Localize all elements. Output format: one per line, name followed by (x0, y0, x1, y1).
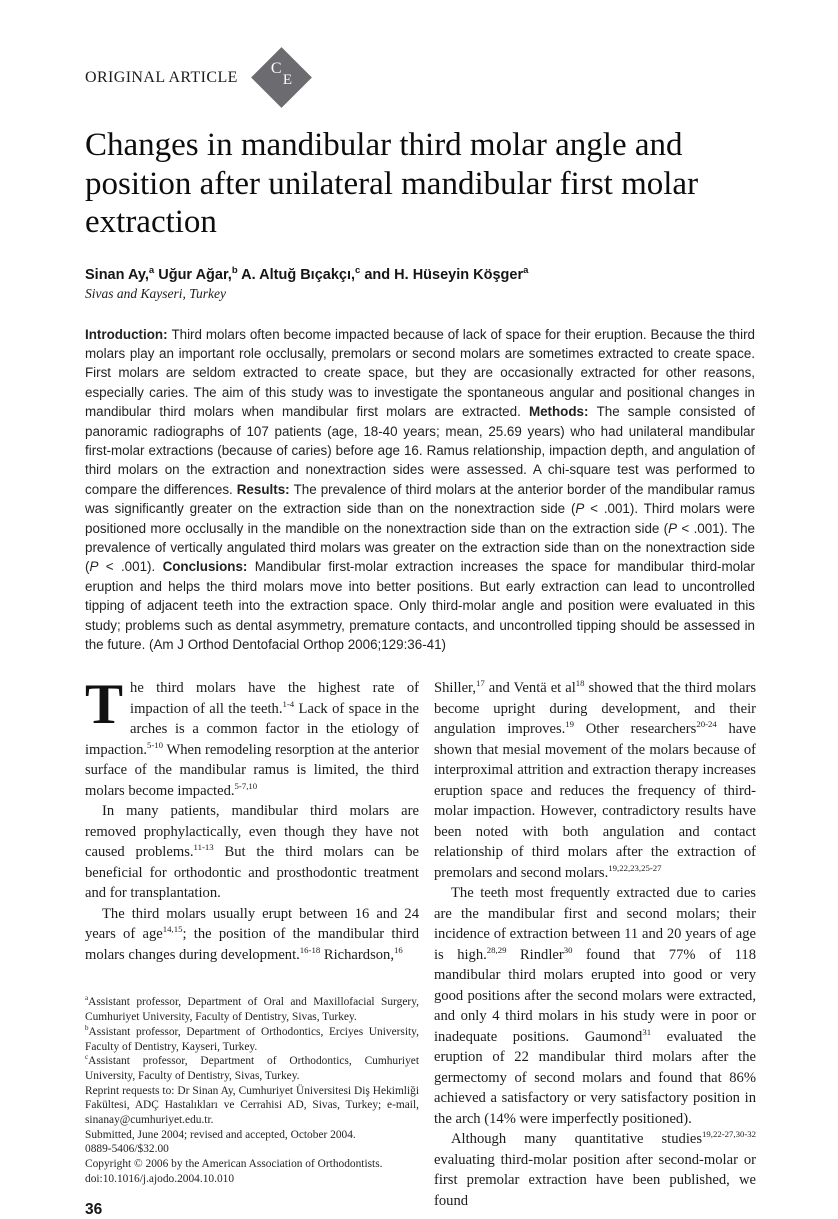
body-columns (85, 673, 756, 1218)
affiliation-line: Sivas and Kayseri, Turkey (85, 285, 226, 301)
paragraph-text: he third molars have the highest rate of impaction of all the teeth.$^{1-4}$ Lack of space in the arches is a common factor in the etiology of impaction.$^{5-10}$ When remodeling resorption at the anterior surface of the mandibular ramus is limited, the third molars become impacted.$^{5-7,10}$ (85, 680, 419, 799)
footnote-affiliation-b: $^b$Assistant professor, Department of Orthodontics, Erciyes University, Faculty of Dentistry, Kayseri, Turkey. (85, 1024, 419, 1053)
footnote-doi: doi:10.1016/j.ajodo.2004.10.010 (85, 1172, 235, 1185)
title-line-1: Changes in mandibular third molar angle and (85, 127, 683, 163)
body-paragraph: The third molars usually erupt between 16 and 24 years of age$^{14,15}$; the position of the mandibular third molars changes during development.$^{16-18}$ Richardson,$^{16}$ (85, 905, 419, 963)
body-paragraph-dropcap (85, 673, 419, 801)
article-type-label: ORIGINAL ARTICLE (85, 69, 238, 86)
footnote-issn-price: 0889-5406/$32.00 (85, 1143, 169, 1156)
footnote-reprint-requests: Reprint requests to: Dr Sinan Ay, Cumhuriyet Üniversitesi Diş Hekimliği Fakültesi, ADÇ Hastalıkları ve Cerrahisi AD, Sivas, Turkey; e-mail, sinanay@cumhuriyet.edu.tr. (85, 1084, 419, 1127)
body-paragraph: Shiller,$^{17}$ and Ventä et $al^{18}$ showed that the third molars become upright during development, and their angulation improves.$^{19}$ Other researchers$^{20-24}$ have shown that mesial movement of the molars because of interproximal attrition and extraction therapy increases eruption space and reduces the frequency of third-molar impaction. However, contradictory results have been noted with both angulation and contact relationship of third molars after the extraction of premolars and second molars.$^{19,22,23,25-27}$ (434, 678, 756, 881)
footnote-copyright: Copyright © 2006 by the American Association of Orthodontists. (85, 1158, 383, 1171)
badge-letter-c: C (270, 60, 282, 77)
title-line-2: position after unilateral mandibular first molar (85, 165, 699, 202)
footnote-submission-dates: Submitted, June 2004; revised and accepted, October 2004. (85, 1128, 356, 1141)
page-number: 36 (85, 1200, 103, 1218)
body-paragraph: In many patients, mandibular third molars are removed prophylactically, even though they have not caused problems.$^{11-13}$ But the third molars can be beneficial for orthodontic and prosthodontic treatment and for transplantation. (85, 803, 419, 902)
badge-letter-e: E (282, 72, 293, 88)
continuing-education-badge-icon (250, 47, 312, 109)
footnote-affiliation-a: $^a$Assistant professor, Department of Oral and Maxillofacial Surgery, Cumhuriyet University, Faculty of Dentistry, Sivas, Turkey. (85, 994, 419, 1024)
body-paragraph: The teeth most frequently extracted due to caries are the mandibular first and second molars; their incidence of extraction between 11 and 20 years of age is high.$^{28,29}$ Rindler$^{30}$ found that 77% of 118 mandibular third molars erupted into good or very good positions after the second molars were extracted, and only 4 third molars in his study were in poor or inadequate positions. Gaumond$^{31}$ evaluated the eruption of 22 mandibular third molars after the germectomy of second molars and found that 86% achieved a satisfactory or very satisfactory position in the arch (14% were imperfectly positioned). (434, 885, 756, 1127)
article-header (85, 46, 755, 110)
authors-line: Sinan Ay,$^a$ Uğur Ağar,$^b$ A. Altuğ Bıçakçı,$^c$ and H. Hüseyin Köşger$^a$ (85, 264, 529, 283)
footnote-affiliation-c: $^c$Assistant professor, Department of Orthodontics, Cumhuriyet University, Faculty of Dentistry, Sivas, Turkey. (85, 1053, 419, 1082)
left-column (85, 673, 419, 1218)
title-line-3: extraction (85, 204, 217, 240)
article-title (85, 126, 755, 242)
right-column (434, 678, 756, 1218)
body-paragraph: Although many quantitative studies$^{19,22-27,30-32}$ evaluating third-molar position after second-molar or first premolar extraction have been published, we found (434, 1129, 756, 1209)
drop-cap: T (85, 673, 124, 737)
abstract: Introduction: Third molars often become impacted because of lack of space for their eruption. Because the third molars play an important role occlusally, premolars or second molars are sometimes extracted to create space. First molars are seldom extracted to create space, but they are occasionally extracted for other reasons, especially caries. The aim of this study was to investigate the spontaneous angular and positional changes in mandibular third molars when mandibular first molars are extracted. Methods: The sample consisted of panoramic radiographs of 107 patients (age, 18-40 years; mean, 25.69 years) who had unilateral mandibular first-molar extractions (because of caries) before age 16. Ramus relationship, impaction depth, and angulation of third molars on the extraction and nonextraction sides were assessed. A chi-square test was performed to compare the differences. Results: The prevalence of third molars at the anterior border of the mandibular ramus was significantly greater on the extraction side than on the nonextraction side (P < .001). Third molars were positioned more occlusally in the mandible on the nonextraction side than on the extraction side (P < .001). The prevalence of vertically angulated third molars was greater on the extraction side than on the nonextraction side (P < .001). Conclusions: Mandibular first-molar extraction increases the space for mandibular third-molar eruption and helps the third molars move into better positions. But early extraction can lead to uncontrolled tipping of adjacent teeth into the extraction space. Only third-molar angle and position were evaluated in this study; problems such as dental asymmetry, premature contacts, and uncontrolled tipping should be assessed in the future. (Am J Orthod Dentofacial Orthop 2006;129:36-41) (85, 326, 756, 652)
footnotes-block (85, 995, 419, 1186)
